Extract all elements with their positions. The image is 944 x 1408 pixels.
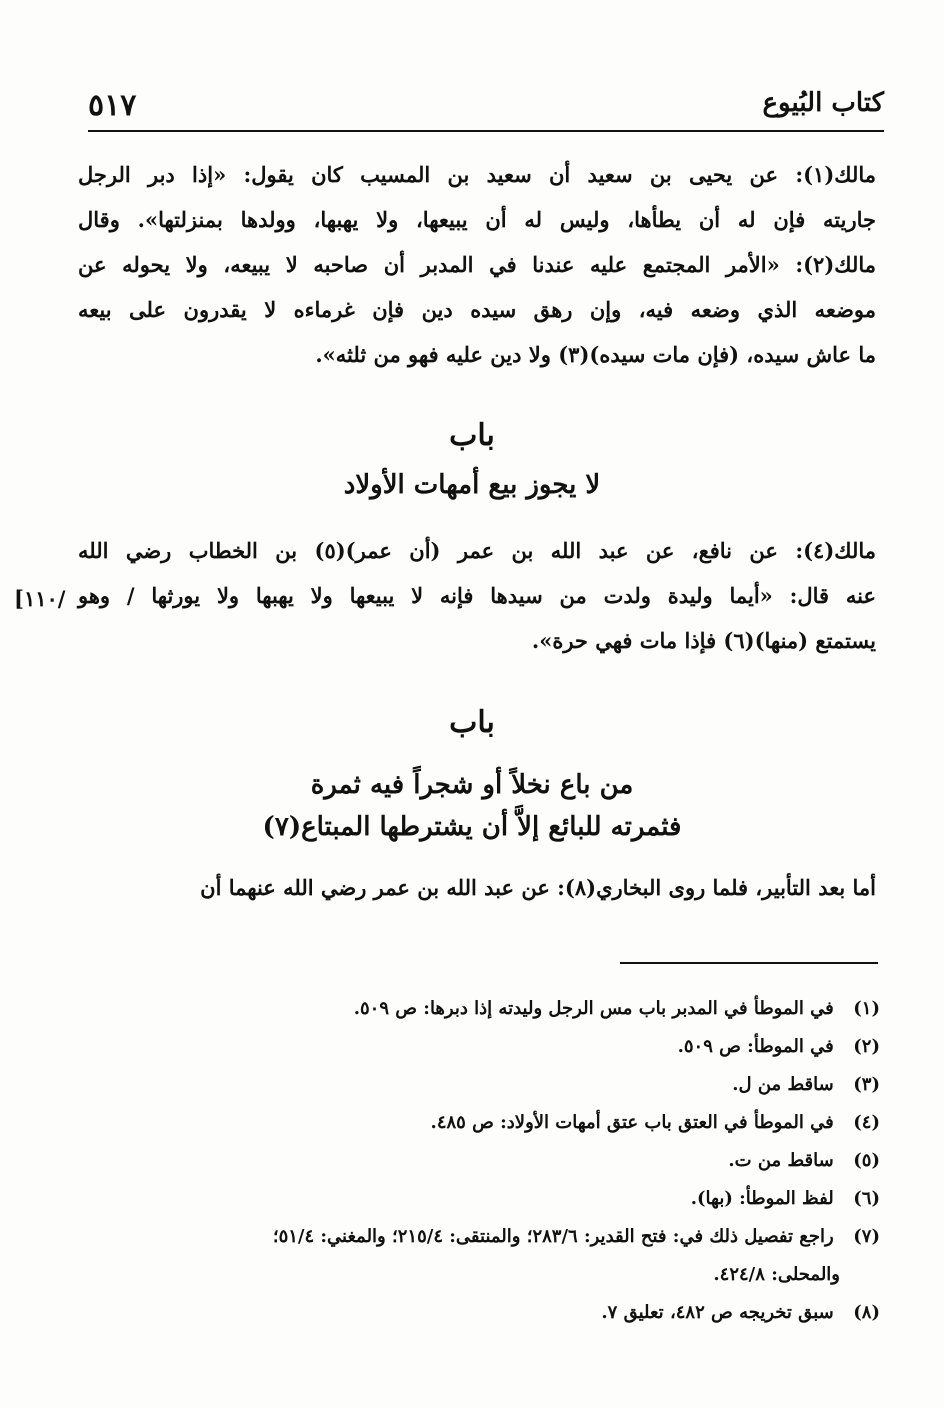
footnote-continuation: [80, 1256, 880, 1294]
footnote: [80, 1066, 880, 1104]
page-header: [88, 78, 884, 128]
page-number: ٥١٧: [88, 88, 137, 123]
footnote-text: سبق تخريجه ص ٤٨٢، تعليق ٧.: [601, 1302, 834, 1323]
footnote-text: في الموطأ: ص ٥٠٩.: [677, 1036, 834, 1057]
manuscript-folio-note: [١١٠/: [14, 586, 66, 611]
footnote-text: ساقط من ت.: [728, 1150, 834, 1171]
footnote: [80, 990, 880, 1028]
header-rule: [88, 130, 884, 132]
section-label: باب: [449, 705, 495, 740]
footnote-number: (٥): [853, 1150, 880, 1171]
footnote-number: (٨): [853, 1302, 880, 1323]
text-line: أما بعد التأبير، فلما روى البخاري(٨): عن عبد الله بن عمر رضي الله عنهما أن: [200, 875, 876, 900]
text-line: موضعه الذي وضعه فيه، وإن رهق سيده دين فإن غرماءه لا يقدرون على بيعه: [78, 297, 876, 322]
footnote-number: (٢): [853, 1036, 880, 1057]
paragraph-umm-walad: [78, 528, 876, 663]
footnote-number: (١): [853, 998, 880, 1019]
text-line: ما عاش سيده، (فإن مات سيده)(٣) ولا دين عليه فهو من ثلثه».: [315, 342, 876, 367]
footnote-rule: [620, 962, 878, 964]
text-line: جاريته فإن له أن يطأها، وليس له أن يبيعها، ولا يهبها، وولدها بمنزلتها». وقال: [78, 207, 876, 232]
running-title: كتاب البُيوع: [762, 88, 884, 118]
footnote-text: لفظ الموطأ: (بها).: [690, 1188, 834, 1209]
paragraph-tabir: [78, 865, 876, 910]
footnotes: [80, 990, 880, 1332]
text-line: يستمتع (منها)(٦) فإذا مات فهي حرة».: [531, 628, 876, 653]
footnote: [80, 1142, 880, 1180]
footnote-number: (٣): [853, 1074, 880, 1095]
text-line: مالك(٤): عن نافع، عن عبد الله بن عمر (أن عمر)(٥) بن الخطاب رضي الله: [78, 538, 876, 563]
footnote: [80, 1294, 880, 1332]
footnote: [80, 1104, 880, 1142]
footnote: [80, 1218, 880, 1256]
footnote-number: (٤): [853, 1112, 880, 1133]
footnote: [80, 1180, 880, 1218]
section-title-line2: فثمرته للبائع إلاَّ أن يشترطها المبتاع(٧): [262, 812, 682, 842]
section-title-line1: من باع نخلاً أو شجراً فيه ثمرة: [310, 770, 634, 800]
footnote-text: ساقط من ل.: [732, 1074, 834, 1095]
footnote-text: في الموطأ في العتق باب عتق أمهات الأولاد: ص ٤٨٥.: [430, 1112, 834, 1133]
footnote-text: والمحلى: ٤٢٤/٨.: [713, 1264, 840, 1285]
text-line: مالك(١): عن يحيى بن سعيد أن سعيد بن المسيب كان يقول: «إذا دبر الرجل: [78, 162, 876, 187]
text-line: مالك(٢): «الأمر المجتمع عليه عندنا في المدبر أن صاحبه لا يبيعه، ولا يحوله عن: [78, 252, 876, 277]
paragraph-malik-mudabbar: [78, 152, 876, 377]
footnote: [80, 1028, 880, 1066]
footnote-number: (٦): [853, 1188, 880, 1209]
footnote-text: في الموطأ في المدبر باب مس الرجل وليدته إذا دبرها: ص ٥٠٩.: [353, 998, 834, 1019]
footnote-text: راجع تفصيل ذلك في: فتح القدير: ٢٨٣/٦؛ والمنتقى: ٢١٥/٤؛ والمغني: ٥١/٤؛: [272, 1226, 834, 1247]
text-line: عنه قال: «أيما وليدة ولدت من سيدها فإنه لا يبيعها ولا يهبها ولا يورثها / وهو: [78, 583, 876, 608]
footnote-number: (٧): [853, 1226, 880, 1247]
section-label: باب: [449, 418, 495, 453]
section-title: لا يجوز بيع أمهات الأولاد: [343, 470, 601, 500]
